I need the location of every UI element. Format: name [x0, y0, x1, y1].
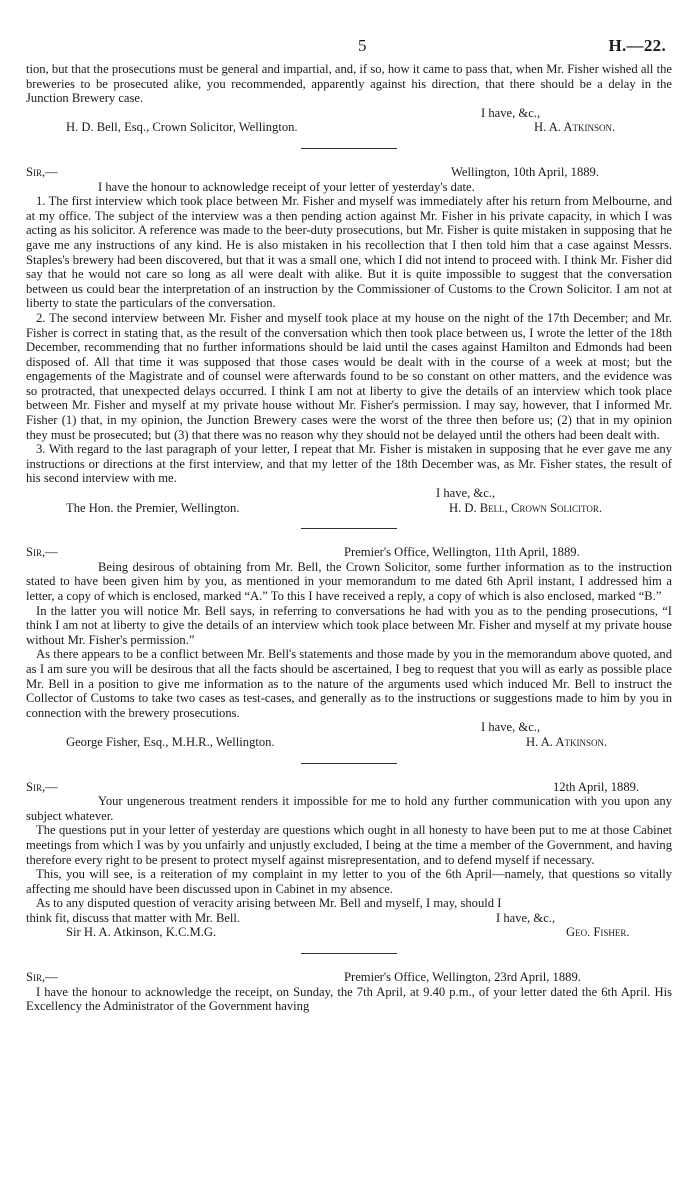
paragraph: As there appears to be a conflict between Mr. Bell's statements and those made by you in the memorandum above quoted, and as I am sure you will be desirous that all the facts should be ascertained, I beg to request that you will as early as possible place Mr. Bell in a position to give me information as to the nature of the arguments used which induced Mr. Bell to instruct the Collector of Customs to take two cases as test-cases, and generally as to the instructions or suggestions made to him by you in connection with the brewery prosecutions.: [26, 647, 672, 720]
letter-premier-to-fisher: [26, 970, 672, 1014]
closing: I have, &c.,: [481, 720, 541, 735]
closing-row: [26, 106, 672, 121]
date: 12th April, 1889.: [553, 779, 640, 794]
signature: H. D. Bell, Crown Solicitor.: [449, 500, 603, 515]
addressee: H. D. Bell, Esq., Crown Solicitor, Wellington.: [66, 120, 298, 135]
place-date: Premier's Office, Wellington, 23rd April, 1889.: [344, 970, 581, 985]
closing: I have, &c.,: [481, 105, 541, 120]
paragraph: Your ungenerous treatment renders it impossible for me to hold any further communication with you upon any subject whatever.: [26, 794, 672, 823]
paragraph: The questions put in your letter of yesterday are questions which ought in all honesty to have been put to me at those Cabinet meetings from which I was by you unfairly and unjustly excluded, I being at the time a member of the Government, and having therefore every right to be present to protect myself against misrepresentation, and to defend myself if necessary.: [26, 823, 672, 867]
paragraph: This, you will see, is a reiteration of my complaint in my letter to you of the 6th April—namely, that questions so vitally affecting me should have been discussed upon in Cabinet in my absence.: [26, 867, 672, 896]
salutation: Sir,—: [26, 164, 58, 179]
paragraph: 2. The second interview between Mr. Fisher and myself took place at my house on the night of the 17th December; and Mr. Fisher is correct in stating that, as the result of the conversation which then took place between us, I wrote the letter of the 18th December, recommending that no further informations should be laid until the cases against Hamilton and Edmonds had been disposed of. All that time it was supposed that those cases would be dealt with in the course of a week at most; but the engagements of the Magistrate and of counsel were afterwards found to be so constant on other matters, and the evidence was so protracted, that unexpected delays occurred. I think I am not at liberty to give the details of an interview which took place between Mr. Fisher and myself at my private house without Mr. Fisher's permission. I may say, however, that I informed Mr. Fisher (1) that, in my opinion, the Junction Brewery cases were the worst of the three then before us; (2) that in my opinion they must be prosecuted; but (3) that there was no reason why they should not be delayed until the others had been dealt with.: [26, 310, 672, 442]
paragraph: In the latter you will notice Mr. Bell says, in referring to conversations he had with you as to the pending prosecutions, “I think I am not at liberty to give the details of an interview which took place between Mr. Fisher and myself at my private house without Mr. Fisher's permission.”: [26, 603, 672, 647]
closing-row: [26, 911, 672, 926]
salutation: Sir,—: [26, 545, 58, 560]
paragraph: I have the honour to acknowledge receipt of your letter of yesterday's date.: [98, 179, 475, 194]
signature: Geo. Fisher.: [566, 925, 630, 940]
salutation-row: [26, 545, 672, 560]
page-header: [26, 0, 672, 62]
paragraph: As to any disputed question of veracity arising between Mr. Bell and myself, I may, should I: [36, 896, 502, 911]
closing-row: [26, 720, 672, 735]
letter-atkinson-to-bell-end: [26, 62, 672, 135]
salutation-row: [26, 970, 672, 985]
addressee-row: [26, 925, 672, 940]
closing: I have, &c.,: [436, 486, 496, 501]
paragraph-end: think fit, discuss that matter with Mr. Bell.: [26, 910, 241, 925]
place-date: Wellington, 10th April, 1889.: [451, 164, 600, 179]
closing-row: [26, 486, 672, 501]
paragraph: I have the honour to acknowledge the receipt, on Sunday, the 7th April, at 9.40 p.m., of your letter dated the 6th April. His Excellency the Administrator of the Government having: [26, 984, 672, 1014]
letter-body: tion, but that the prosecutions must be general and impartial, and, if so, how it came to pass that, when Mr. Fisher wished all the breweries to be prosecuted alike, you recommended, apparently against his direction, that there should be a delay in the Junction Brewery case.: [26, 62, 672, 106]
closing: I have, &c.,: [496, 910, 556, 925]
paragraph: Being desirous of obtaining from Mr. Bell, the Crown Solicitor, some further information as to the instruction stated to have been given him by you, as mentioned in your memorandum to me dated 6th April instant, I addressed him a letter, a copy of which is enclosed, marked “A.” To this I have received a reply, a copy of which is also enclosed, marked “B.”: [26, 559, 672, 603]
salutation-row: [26, 165, 672, 180]
signature: H. A. Atkinson.: [526, 734, 608, 749]
page-number: 5: [358, 36, 367, 55]
section-divider: [301, 148, 397, 149]
place-date: Premier's Office, Wellington, 11th April, 1889.: [344, 545, 580, 560]
addressee: Sir H. A. Atkinson, K.C.M.G.: [66, 925, 217, 940]
section-divider: [301, 528, 397, 529]
section-divider: [301, 763, 397, 764]
salutation: Sir,—: [26, 779, 58, 794]
addressee-row: [26, 735, 672, 750]
salutation-row: [26, 780, 672, 795]
signature: H. A. Atkinson.: [534, 120, 616, 135]
letter-bell-to-premier: [26, 165, 672, 515]
addressee-row: [26, 120, 672, 135]
addressee-row: [26, 501, 672, 516]
paragraph: 1. The first interview which took place between Mr. Fisher and myself was immediately after his return from Melbourne, and at my office. The subject of the interview was a then pending action against Mr. Fisher in his private capacity, in which I was acting as his solicitor. A reference was made to the beer-duty prosecutions, but Mr. Fisher is quite mistaken in supposing that he gave me any instructions of any kind. He is also mistaken in his recollection that I then told him that a case against Messrs. Staples's brewery had been discovered, but that it was a small one, which I did not intend to proceed with. I think Mr. Fisher did say that he would not care so long as all were dealt with alike. But it is quite impossible to suggest that the conversation between us could bear the interpretation of an instruction by the Commissioner of Customs to the Crown Solicitor. I am not at liberty to state the particulars of the conversation.: [26, 194, 672, 311]
addressee: George Fisher, Esq., M.H.R., Wellington.: [66, 734, 275, 749]
section-divider: [301, 953, 397, 954]
letter-atkinson-to-fisher: [26, 545, 672, 749]
paragraph: 3. With regard to the last paragraph of your letter, I repeat that Mr. Fisher is mistaken in supposing that he ever gave me any instructions or directions at the first interview, and that my letter of the 18th December was, as Mr. Fisher states, the result of his second interview with me.: [26, 442, 672, 486]
addressee: The Hon. the Premier, Wellington.: [66, 500, 240, 515]
letter-fisher-to-atkinson: [26, 780, 672, 941]
paper-reference: H.—22.: [608, 36, 666, 55]
salutation: Sir,—: [26, 970, 58, 985]
